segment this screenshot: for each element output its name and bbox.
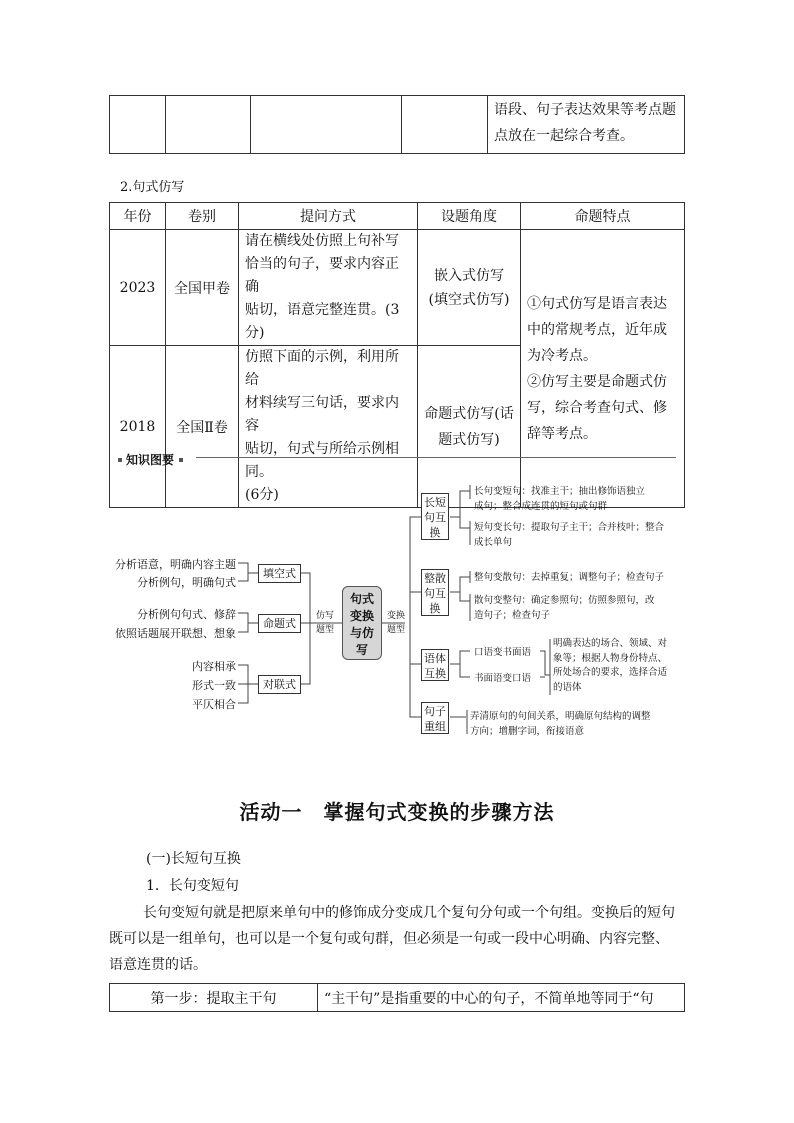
map-note-register	[553, 637, 683, 695]
cell-year: 2023	[110, 230, 166, 346]
imitation-table	[109, 202, 685, 508]
left-group-mingti-items	[100, 605, 236, 643]
header-cell: 卷别	[166, 203, 239, 230]
connector	[460, 517, 470, 528]
node-line: 长短	[424, 496, 446, 509]
node-mingti: 命题式	[258, 614, 301, 633]
map-item: 依照话题展开联想、想象	[115, 627, 236, 640]
center-line: 写	[355, 643, 368, 657]
map-item: 形式一致	[192, 679, 236, 692]
steps-table	[109, 983, 685, 1012]
text-line: 贴切，句式与所给示例相同。	[245, 441, 399, 480]
connector	[238, 665, 258, 684]
connector	[300, 573, 310, 684]
node-line: 句互	[424, 587, 446, 600]
connector	[238, 563, 258, 573]
text-line: ①句式仿写是语言表达	[527, 295, 667, 312]
map-item: 分析例句，明确句式	[137, 576, 236, 589]
map-item-line: 长句变短句：找准主干；抽出修饰语独立	[474, 486, 646, 497]
text-line: 仿照下面的示例，利用所给	[245, 349, 399, 388]
text-line: 写，综合考查句式、修	[527, 399, 667, 416]
node-line: 换	[429, 526, 441, 539]
connector	[238, 684, 248, 703]
connector	[410, 517, 421, 717]
node-yuti	[421, 649, 449, 681]
text-line: 命题式仿写(话	[424, 405, 514, 422]
cell-paper: 全国Ⅱ卷	[166, 346, 239, 508]
map-note-recombine	[470, 709, 684, 739]
connector	[238, 613, 258, 623]
node-zhengsan	[421, 569, 449, 616]
node-line: 重组	[424, 720, 446, 733]
header-cell: 年份	[110, 203, 166, 230]
header-cell: 命题特点	[521, 203, 685, 230]
map-item-short-to-long	[474, 520, 684, 550]
connector	[238, 623, 248, 632]
cell-feature	[521, 230, 685, 508]
map-item-line: 成长单句	[474, 537, 513, 548]
text-line: 请在横线处仿照上句补写	[245, 233, 399, 249]
paragraph-line: 长句变短句就是把原来单句中的修饰成分变成几个复句分句或一个句组。变换后的短句	[143, 905, 675, 921]
map-item-line: 弄清原句的句间关系，明确原句结构的调整	[470, 711, 651, 722]
map-item-long-to-short	[474, 484, 684, 514]
point-title: 1．长句变短句	[146, 878, 239, 894]
map-item-line: 整句变散句：去掉重复；调整句子；检查句子	[474, 572, 665, 583]
text-line: 为冷考点。	[527, 347, 597, 364]
node-chongzu	[421, 702, 449, 734]
text-line: ②仿写主要是命题式仿	[527, 373, 667, 390]
table-header-row	[110, 203, 685, 230]
map-item: 分析语意，明确内容主题	[115, 558, 236, 571]
header-cell: 设题角度	[418, 203, 521, 230]
text-line: 贴切，语意完整连贯。(3分)	[245, 302, 400, 341]
header-cell: 提问方式	[239, 203, 418, 230]
node-center	[342, 586, 382, 660]
text-line: 题式仿写)	[438, 431, 500, 448]
knowledge-map-title-text: 知识图要	[126, 453, 175, 467]
exam-table-continued	[109, 95, 685, 154]
connector	[450, 651, 470, 664]
map-item-line: 造句子；检查句子	[474, 610, 551, 621]
divider	[196, 457, 676, 458]
table-cell	[110, 96, 166, 154]
table-cell	[251, 96, 402, 154]
map-item: 平仄相合	[192, 698, 236, 711]
table-row	[110, 230, 685, 346]
node-changduan	[421, 493, 449, 540]
text-line: 中的常规考点，近年成	[527, 321, 667, 338]
connector	[238, 573, 248, 581]
node-tiankong: 填空式	[258, 564, 301, 583]
map-item: 内容相承	[192, 660, 236, 673]
square-bullet-icon	[118, 458, 122, 462]
text-line: 点放在一起综合考查。	[494, 128, 634, 144]
map-item-line: 象等；根据人物身份特点、	[553, 652, 668, 664]
label-imitation-type	[312, 609, 338, 637]
text-line: 材料续写三句话，要求内容	[245, 395, 399, 434]
node-duilian: 对联式	[258, 675, 301, 694]
label-transform-type	[384, 609, 408, 637]
paragraph	[109, 900, 689, 978]
paragraph-line: 语意连贯的话。	[109, 957, 207, 973]
node-line: 语体	[424, 652, 446, 665]
table-cell	[166, 96, 251, 154]
activity-title: 活动一 掌握句式变换的步骤方法	[239, 800, 555, 824]
label-line: 题型	[315, 625, 334, 635]
node-line: 互换	[424, 667, 446, 680]
map-item-line: 所处场合的要求，选择合适	[553, 667, 668, 678]
map-item-line: 方向；增删字词，衔接语意	[470, 726, 585, 737]
cell-question	[239, 230, 418, 346]
map-item-line: 成句；整合成连贯的短句或句群	[474, 501, 608, 512]
left-group-tiankong-items	[100, 556, 236, 592]
table-cell-feature	[488, 96, 685, 154]
map-item-whole-to-loose	[474, 570, 684, 585]
map-item-line: 明确表达的场合、领域、对	[553, 638, 668, 649]
label-line: 仿写	[315, 611, 334, 621]
text-line: 语段、句子表达效果等考点题	[494, 102, 676, 118]
text-line: 辞等考点。	[527, 425, 597, 442]
map-item-loose-to-whole	[474, 593, 684, 623]
node-line: 整散	[424, 572, 446, 585]
left-group-duilian-items	[100, 657, 236, 714]
node-line: 句子	[424, 705, 446, 718]
label-line: 题型	[386, 625, 405, 635]
knowledge-map-title	[118, 451, 187, 468]
connector	[460, 664, 470, 677]
map-item-line: 的语体	[553, 681, 582, 693]
map-item: 分析例句句式、修辞	[137, 608, 236, 621]
map-item-line: 短句变长句：提取句子主干；合并枝叶；整合	[474, 522, 665, 533]
table-row	[110, 984, 685, 1012]
text-line: (填空式仿写)	[428, 291, 510, 308]
map-item-oral-to-written: 口语变书面语	[474, 647, 532, 658]
paragraph-line: 既可以是一组单句，也可以是一个复句或句群，但必须是一句或一段中心明确、内容完整、	[109, 931, 669, 947]
connector	[460, 592, 470, 601]
table-cell	[402, 96, 488, 154]
cell-step: 第一步：提取主干句	[110, 984, 318, 1012]
square-bullet-icon	[179, 458, 183, 462]
text-line: 嵌入式仿写	[434, 267, 504, 284]
center-line: 句式	[349, 592, 374, 606]
center-line: 变换	[349, 609, 374, 623]
node-line: 句互	[424, 511, 446, 524]
cell-paper: 全国甲卷	[166, 230, 239, 346]
map-item-written-to-oral: 书面语变口语	[474, 673, 532, 684]
cell-year: 2018	[110, 346, 166, 508]
node-line: 换	[429, 602, 441, 615]
text-line: (6分)	[245, 487, 279, 503]
cell-desc: “主干句”是指重要的中心的句子，不简单地等同于“句	[318, 984, 685, 1012]
section-title: 2.句式仿写	[120, 180, 185, 195]
subsection-title: (一)长短句互换	[146, 851, 241, 867]
connector	[450, 577, 470, 592]
center-line: 与仿	[349, 626, 374, 640]
connector	[450, 491, 470, 517]
label-line: 变换	[386, 611, 405, 621]
map-item-line: 散句变整句：确定参照句；仿照参照句，改	[474, 595, 655, 606]
cell-angle	[418, 230, 521, 346]
text-line: 恰当的句子，要求内容正确	[245, 256, 399, 295]
